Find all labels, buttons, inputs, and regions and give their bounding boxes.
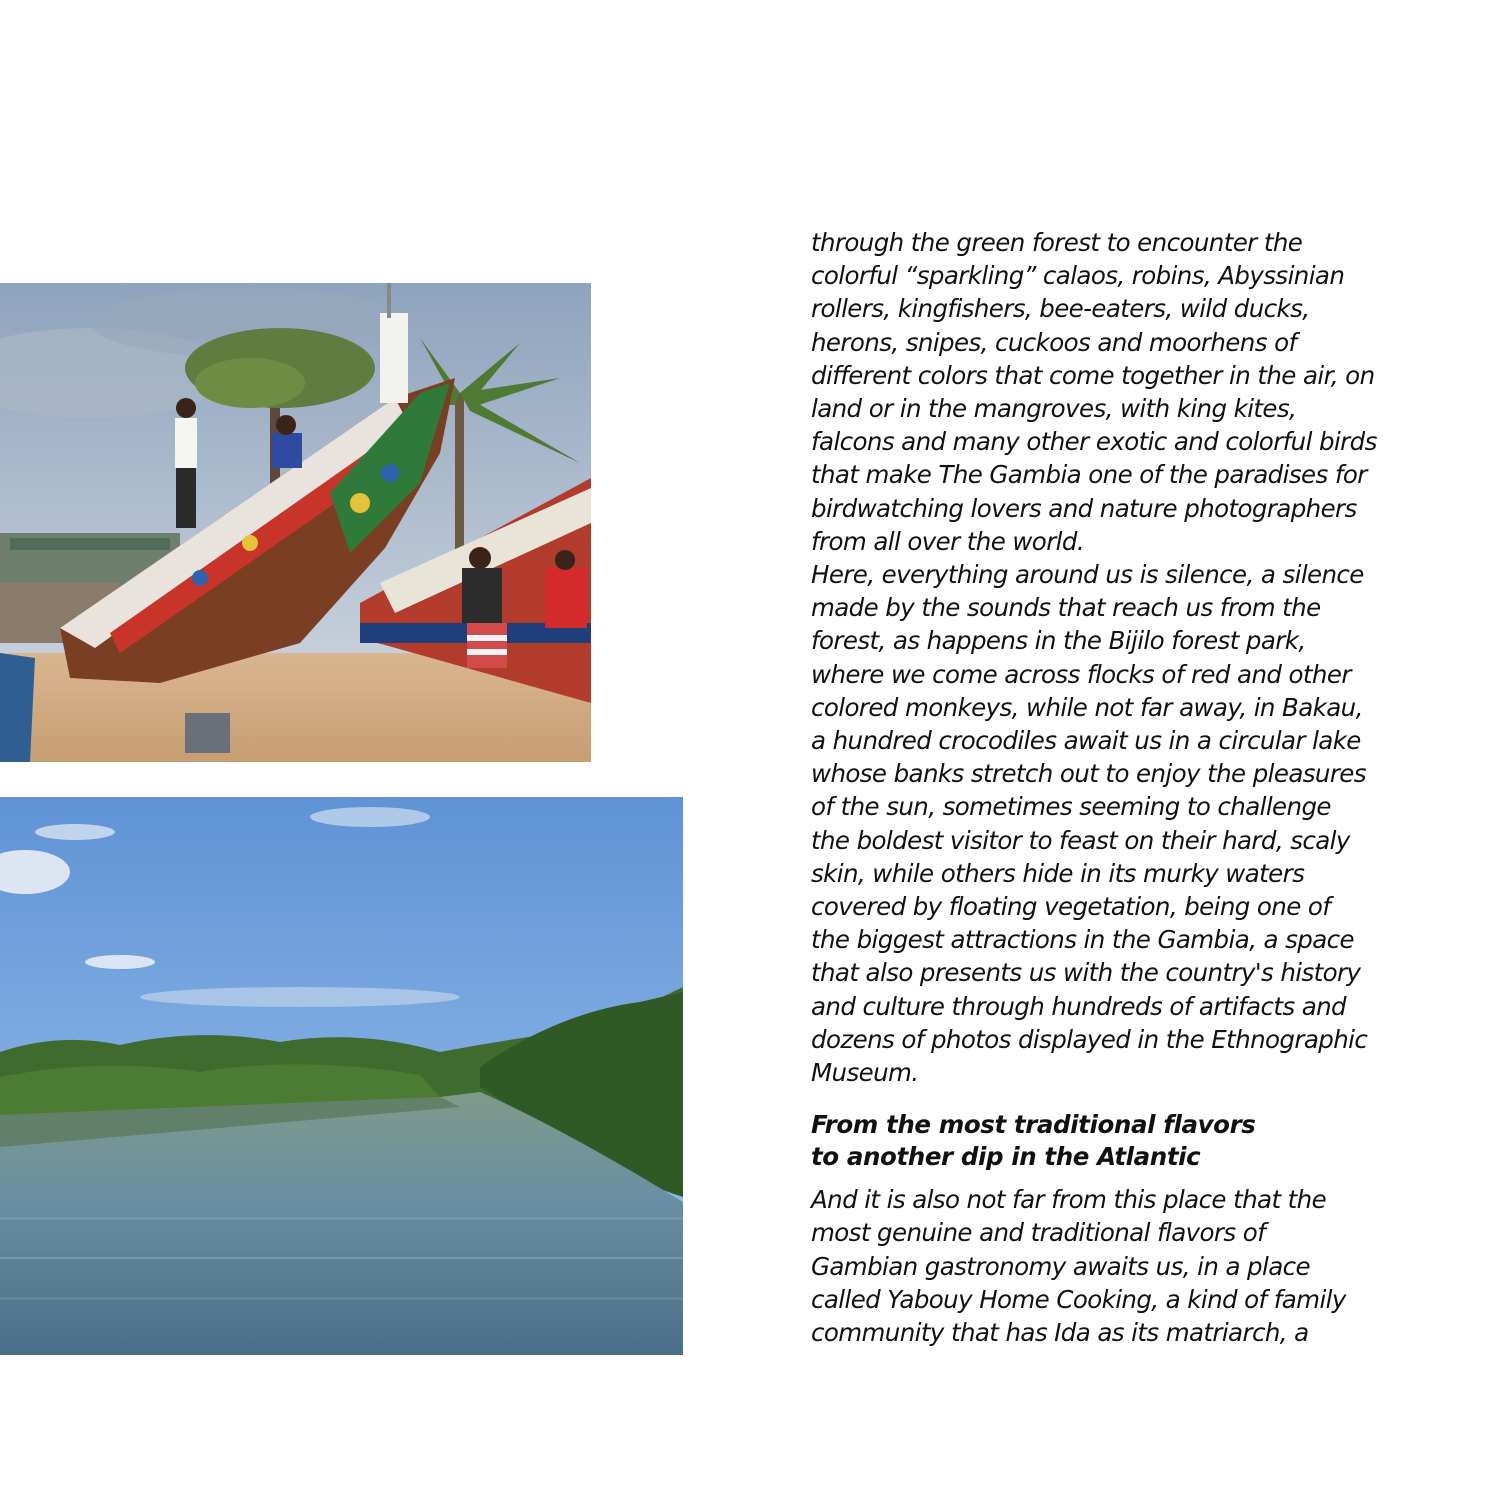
text-line: forest, as happens in the Bijilo forest park, [811,626,1306,656]
article-paragraph-1 [811,226,1411,1089]
text-line: where we come across flocks of red and other [811,659,1351,689]
boats-photo-illustration [0,283,591,762]
text-line: different colors that come together in the air, on [811,360,1375,390]
text-line: made by the sounds that reach us from the [811,593,1321,623]
text-line: skin, while others hide in its murky waters [811,858,1305,888]
text-line: covered by floating vegetation, being one of [811,892,1331,922]
section-heading [811,1109,1411,1173]
heading-line: From the most traditional flavors [811,1110,1256,1140]
text-line: that also presents us with the country's history [811,958,1361,988]
text-line: called Yabouy Home Cooking, a kind of family [811,1284,1346,1314]
article-body [811,226,1411,1349]
text-line: most genuine and traditional flavors of [811,1218,1266,1248]
text-line: of the sun, sometimes seeming to challenge [811,792,1331,822]
text-line: Gambian gastronomy awaits us, in a place [811,1251,1310,1281]
river-photo-illustration [0,797,683,1355]
text-line: whose banks stretch out to enjoy the pleasures [811,759,1366,789]
text-line: And it is also not far from this place that the [811,1185,1327,1215]
text-line: and culture through hundreds of artifacts and [811,991,1346,1021]
text-line: the boldest visitor to feast on their hard, scaly [811,825,1350,855]
text-line: through the green forest to encounter the [811,228,1303,257]
heading-line: to another dip in the Atlantic [811,1142,1201,1172]
text-line: birdwatching lovers and nature photographers [811,493,1357,523]
boats-photo [0,283,591,762]
text-line: Museum. [811,1058,919,1088]
text-line: Here, everything around us is silence, a silence [811,560,1364,590]
text-line: herons, snipes, cuckoos and moorhens of [811,327,1297,357]
text-line: colored monkeys, while not far away, in Bakau, [811,692,1363,722]
text-line: colorful “sparkling” calaos, robins, Abyssinian [811,261,1345,291]
text-line: community that has Ida as its matriarch, a [811,1318,1309,1348]
text-line: land or in the mangroves, with king kites, [811,394,1297,424]
article-paragraph-2 [811,1183,1411,1349]
text-line: rollers, kingfishers, bee-eaters, wild ducks, [811,294,1310,324]
text-line: from all over the world. [811,526,1085,556]
text-line: dozens of photos displayed in the Ethnographic [811,1024,1368,1054]
text-line: a hundred crocodiles await us in a circular lake [811,726,1361,756]
text-line: falcons and many other exotic and colorful birds [811,427,1377,457]
text-line: the biggest attractions in the Gambia, a space [811,925,1354,955]
text-line: that make The Gambia one of the paradises for [811,460,1367,490]
river-photo [0,797,683,1355]
